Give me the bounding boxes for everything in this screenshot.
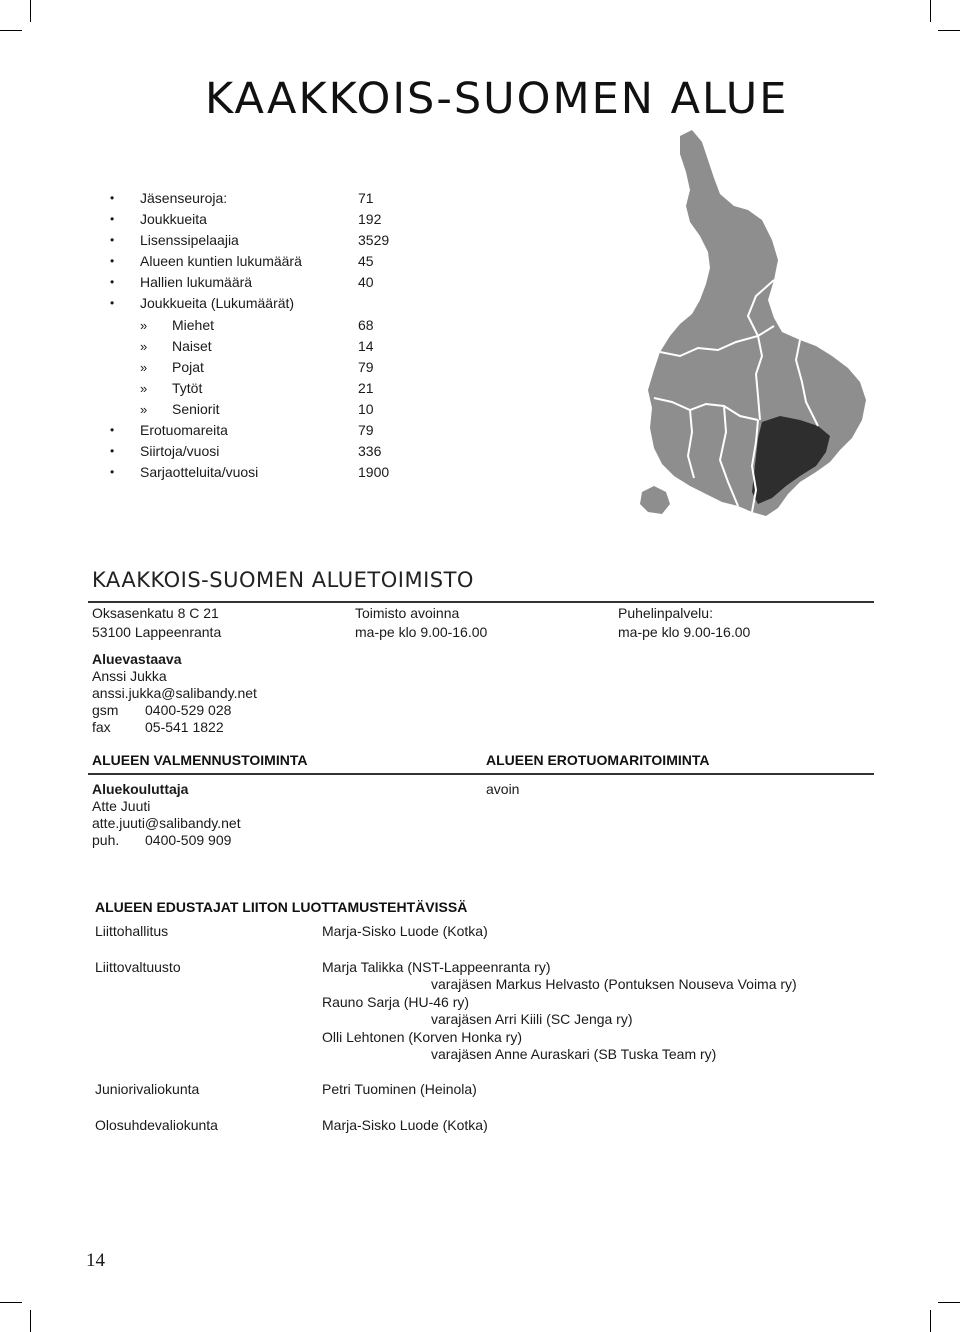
stat-value: 45 [358, 253, 374, 270]
manager-name: Anssi Jukka [92, 668, 167, 684]
olosuhdevaliokunta-member: Marja-Sisko Luode (Kotka) [322, 1117, 488, 1133]
bullet-icon: • [110, 275, 115, 290]
stat-label: Seniorit [172, 400, 220, 417]
coach-email-link[interactable]: atte.juuti@salibandy.net [92, 815, 241, 831]
stat-value: 79 [358, 358, 374, 375]
crop-mark [0, 30, 22, 31]
stat-value: 10 [358, 400, 374, 417]
stat-value: 3529 [358, 232, 390, 249]
stat-label: Joukkueita (Lukumäärät) [140, 295, 295, 312]
bullet-icon: • [110, 296, 115, 311]
page-title: KAAKKOIS-SUOMEN ALUE [205, 74, 789, 124]
stats-list [110, 188, 410, 483]
coaching-section-title: ALUEEN VALMENNUSTOIMINTA [92, 752, 308, 768]
aland-islands [640, 486, 670, 514]
stat-value: 71 [358, 190, 374, 206]
stat-row [110, 315, 410, 336]
coach-role: Aluekouluttaja [92, 781, 189, 797]
manager-title: Aluevastaava [92, 651, 182, 667]
stat-label: Lisenssipelaajia [140, 232, 239, 249]
stat-row [110, 188, 410, 209]
stat-value: 192 [358, 211, 382, 228]
referee-status: avoin [486, 781, 520, 797]
crop-mark [930, 0, 931, 22]
sub-bullet-icon: » [140, 338, 148, 354]
fax-label: fax [92, 719, 111, 735]
finland-region-map [640, 120, 900, 540]
office-phone-label: Puhelinpalvelu: [618, 605, 713, 621]
liittohallitus-label: Liittohallitus [95, 923, 169, 939]
coach-phone: 0400-509 909 [145, 832, 232, 848]
crop-mark [938, 1302, 960, 1303]
stat-label: Alueen kuntien lukumäärä [140, 253, 302, 270]
stat-value: 1900 [358, 464, 390, 481]
stat-value: 40 [358, 274, 374, 291]
sub-bullet-icon: » [140, 317, 148, 333]
bullet-icon: • [110, 233, 115, 248]
sub-bullet-icon: » [140, 380, 148, 396]
stat-row [110, 209, 410, 230]
stat-label: Sarjaotteluita/vuosi [140, 464, 259, 481]
manager-email-link[interactable]: anssi.jukka@salibandy.net [92, 685, 257, 701]
stat-value: 21 [358, 379, 374, 396]
juniorivaliokunta-member: Petri Tuominen (Heinola) [322, 1081, 477, 1097]
bullet-icon: • [110, 212, 115, 227]
stat-label: Miehet [172, 316, 215, 333]
liittohallitus-member: Marja-Sisko Luode (Kotka) [322, 923, 488, 939]
office-title: KAAKKOIS-SUOMEN ALUETOIMISTO [92, 568, 474, 592]
office-address-line1: Oksasenkatu 8 C 21 [92, 605, 219, 621]
divider [88, 601, 874, 603]
divider [88, 773, 874, 775]
bullet-icon: • [110, 444, 115, 459]
stat-value: 336 [358, 443, 382, 460]
juniorivaliokunta-label: Juniorivaliokunta [95, 1081, 200, 1097]
crop-mark [930, 1310, 931, 1332]
deputy-member: varajäsen Markus Helvasto (Pontuksen Nouseva Voima ry) [431, 976, 797, 993]
council-member: Olli Lehtonen (Korven Honka ry) [322, 1028, 522, 1045]
olosuhdevaliokunta-label: Olosuhdevaliokunta [95, 1117, 218, 1133]
stat-label: Joukkueita [140, 211, 207, 228]
representatives-title: ALUEEN EDUSTAJAT LIITON LUOTTAMUSTEHTÄVISSÄ [95, 899, 468, 915]
stat-label: Jäsenseuroja: [140, 190, 228, 206]
stat-label: Tytöt [172, 379, 203, 396]
stat-label: Erotuomareita [140, 422, 228, 439]
stat-row [110, 272, 410, 293]
gsm-number: 0400-529 028 [145, 702, 232, 718]
page-number: 14 [86, 1250, 105, 1271]
council-member: Marja Talikka (NST-Lappeenranta ry) [322, 959, 551, 975]
gsm-label: gsm [92, 702, 119, 718]
crop-mark [0, 1302, 22, 1303]
office-open-label: Toimisto avoinna [355, 605, 460, 621]
crop-mark [30, 0, 31, 22]
office-phone-hours: ma-pe klo 9.00-16.00 [618, 624, 751, 640]
stat-value: 68 [358, 316, 374, 333]
bullet-icon: • [110, 191, 115, 205]
stat-value: 79 [358, 422, 374, 439]
deputy-member: varajäsen Arri Kiili (SC Jenga ry) [431, 1011, 633, 1028]
coach-phone-label: puh. [92, 832, 120, 848]
stat-row [110, 378, 410, 399]
stat-value: 14 [358, 337, 374, 354]
bullet-icon: • [110, 465, 115, 480]
deputy-member: varajäsen Anne Auraskari (SB Tuska Team ry) [431, 1046, 717, 1062]
stat-label: Hallien lukumäärä [140, 274, 253, 291]
stat-row [110, 357, 410, 378]
stat-label: Siirtoja/vuosi [140, 443, 220, 460]
stat-row [110, 420, 410, 441]
liittovaltuusto-label: Liittovaltuusto [95, 959, 181, 975]
coach-name: Atte Juuti [92, 798, 151, 814]
fax-number: 05-541 1822 [145, 719, 224, 735]
bullet-icon: • [110, 254, 115, 269]
stat-label: Pojat [172, 358, 204, 375]
sub-bullet-icon: » [140, 359, 148, 375]
sub-bullet-icon: » [140, 401, 148, 417]
stat-label: Naiset [172, 337, 212, 354]
referee-section-title: ALUEEN EROTUOMARITOIMINTA [486, 752, 710, 768]
stat-row [110, 293, 410, 314]
office-address-line2: 53100 Lappeenranta [92, 624, 222, 640]
stat-row [110, 441, 410, 462]
council-member: Rauno Sarja (HU-46 ry) [322, 993, 470, 1010]
bullet-icon: • [110, 423, 115, 438]
crop-mark [938, 30, 960, 31]
stat-row [110, 462, 410, 483]
stat-row [110, 251, 410, 272]
stat-row [110, 336, 410, 357]
stat-row [110, 399, 410, 420]
stat-row [110, 230, 410, 251]
crop-mark [30, 1310, 31, 1332]
office-open-hours: ma-pe klo 9.00-16.00 [355, 624, 488, 640]
